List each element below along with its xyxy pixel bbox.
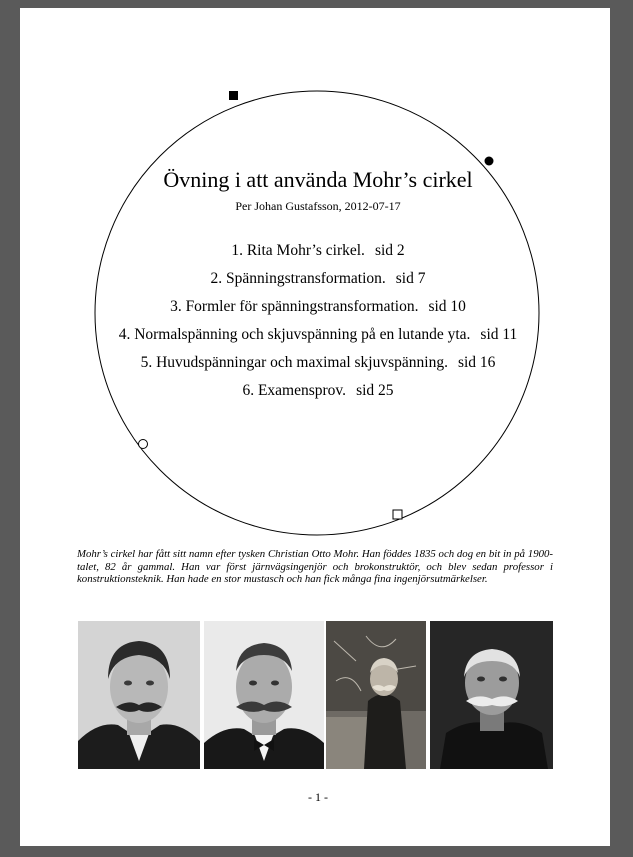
toc-item [0,377,633,405]
toc-item [0,293,633,321]
filled-dot-marker [485,157,494,166]
toc-item [0,237,633,265]
table-of-contents [0,237,633,405]
toc-item-text: 3. Formler för spänningstransformation. [170,298,419,315]
document-title: Övning i att använda Mohr’s cirkel [163,167,473,192]
toc-item [0,265,633,293]
toc-item-page: sid 25 [356,382,394,399]
toc-item-text: 6. Examensprov. [242,382,347,399]
toc-item-page: sid 11 [480,326,518,343]
author-date: Per Johan Gustafsson, 2012-07-17 [235,199,401,213]
page-number: - 1 - [308,790,328,804]
toc-item-page: sid 2 [374,242,405,259]
toc-item [0,321,633,349]
toc-item-text: 4. Normalspänning och skjuvspänning på en lutande yta. [118,326,471,343]
hollow-dot-marker [139,440,148,449]
photo-mohr-at-blackboard [326,621,426,769]
toc-item-page: sid 10 [428,298,466,315]
portrait-photo-mohr-bowtie [204,621,324,769]
portrait-photo-elderly-mohr [430,621,553,769]
portrait-photo-young-mohr [78,621,200,769]
mohr-biography-caption: Mohr’s cirkel har fått sitt namn efter tysken Christian Otto Mohr. Han föddes 1835 och dog en bit in på 1900-talet, 82 år gammal. Han var först järnvägsingenjör och brokonstruktör, och blev sedan professor i konstruktionsteknik. Han hade en stor mustasch och han fick många fina ingenjörsutmärkelser. [77,548,553,586]
toc-item [0,349,633,377]
toc-item-page: sid 16 [457,354,496,371]
toc-item-page: sid 7 [395,270,426,287]
toc-item-text: 1. Rita Mohr’s cirkel. [231,242,365,259]
filled-square-marker [229,91,238,100]
hollow-square-marker [393,510,402,519]
toc-item-text: 5. Huvudspänningar och maximal skjuvspänning. [140,354,448,371]
toc-item-text: 2. Spänningstransformation. [210,270,386,287]
